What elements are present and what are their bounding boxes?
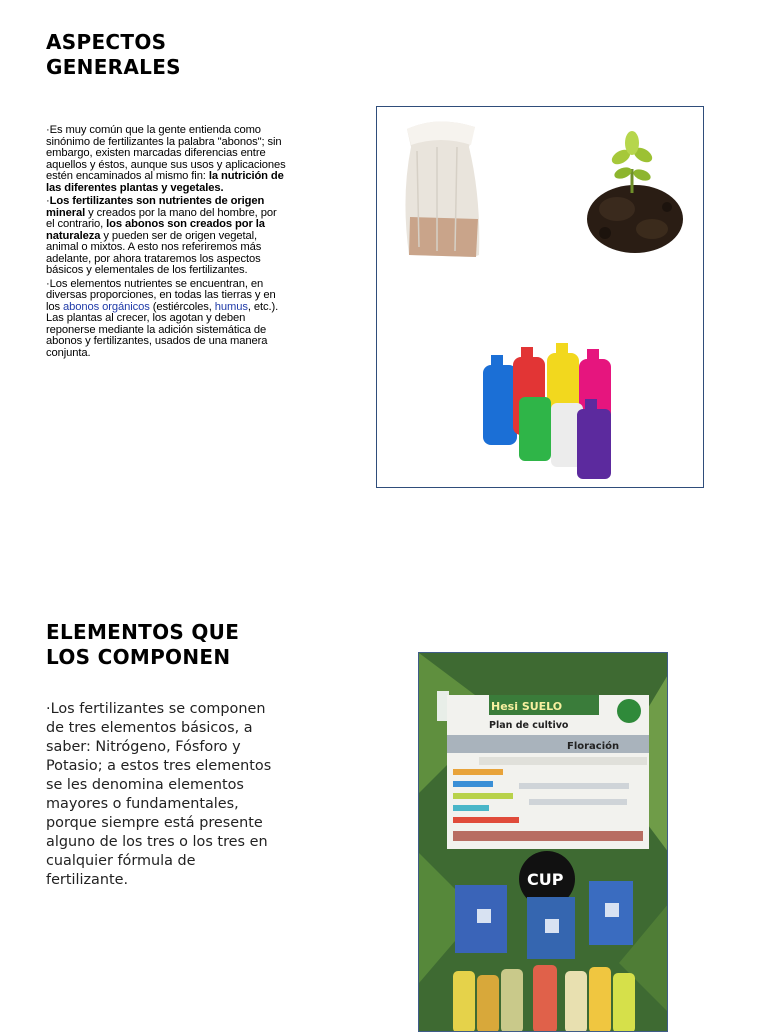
fertilizer-products-photo [376, 106, 704, 488]
paragraph-nutrientes [46, 279, 286, 360]
heading-line-1: ELEMENTOS QUE [46, 620, 240, 644]
bullet: · [46, 701, 51, 717]
cultivation-plan-poster [418, 652, 668, 1032]
bold-text: Los fertilizantes son nutrientes de origen mineral [46, 195, 265, 219]
aspectos-body [46, 125, 286, 361]
paragraph-text: y creados por la mano del hombre, por el contrario, [46, 206, 277, 230]
bold-text: la nutrición de las diferentes plantas y vegetales. [46, 170, 284, 194]
elementos-body [46, 700, 282, 890]
paragraph-fertilizantes-abonos [46, 125, 286, 194]
plant-seedling-icon [587, 131, 683, 253]
fertilizer-sack-icon [405, 121, 479, 257]
paragraph-text: , etc.). Las plantas al crecer, los agotan y deben reponerse mediante la adición sistemática de abonos y fertilizantes, usados de una manera conjunta. [46, 300, 279, 359]
paragraph-origen [46, 196, 286, 277]
paragraph-text: y pueden ser de origen vegetal, animal o mixtos. A esto nos referiremos más adelante, por ahora trataremos los aspectos básicos y elementales de los fertilizantes. [46, 229, 262, 276]
heading-line-1: ASPECTOS [46, 30, 167, 54]
heading-line-2: LOS COMPONEN [46, 645, 231, 669]
poster-badge: CUP [527, 870, 564, 889]
paragraph-text: Los elementos nutrientes se encuentran, en diversas proporciones, en todas las tierras y en los [46, 277, 276, 313]
paragraph-text: Los fertilizantes se componen de tres elementos básicos, a saber: Nitrógeno, Fósforo y Potasio; a estos tres elementos se les denomina elementos mayores o fundamentales, porque siempre está presente alguno de los tres o los tres en cualquier fórmula de fertilizante. [46, 701, 272, 888]
poster-phase: Floración [567, 741, 620, 752]
bullet: · [46, 277, 50, 290]
paragraph-text: Es muy común que la gente entienda como sinónimo de fertilizantes la palabra "abonos"; sin embargo, existen marcadas diferencias entre aquellos y éstos, aunque sus usos y aplicaciones estén encaminados al mismo fin: [46, 124, 286, 182]
fertilizer-products-illustration [377, 107, 704, 488]
paragraph-text: (estiércoles, [149, 300, 215, 313]
paragraph-elementos [46, 700, 282, 890]
link-humus[interactable]: humus [214, 300, 248, 313]
bullet: · [46, 124, 50, 136]
poster-brand: Hesi SUELO [491, 700, 563, 713]
nutrient-bottles-icon [483, 343, 611, 479]
cultivation-plan-illustration [419, 653, 668, 1032]
poster-subtitle: Plan de cultivo [489, 720, 569, 731]
bold-text: los abonos son creados por la naturaleza [46, 218, 265, 242]
section-heading-elementos [46, 620, 239, 670]
link-abonos-organicos[interactable]: abonos orgánicos [63, 300, 150, 313]
bullet: · [46, 195, 50, 207]
section-heading-aspectos [46, 30, 181, 80]
heading-line-2: GENERALES [46, 55, 181, 79]
